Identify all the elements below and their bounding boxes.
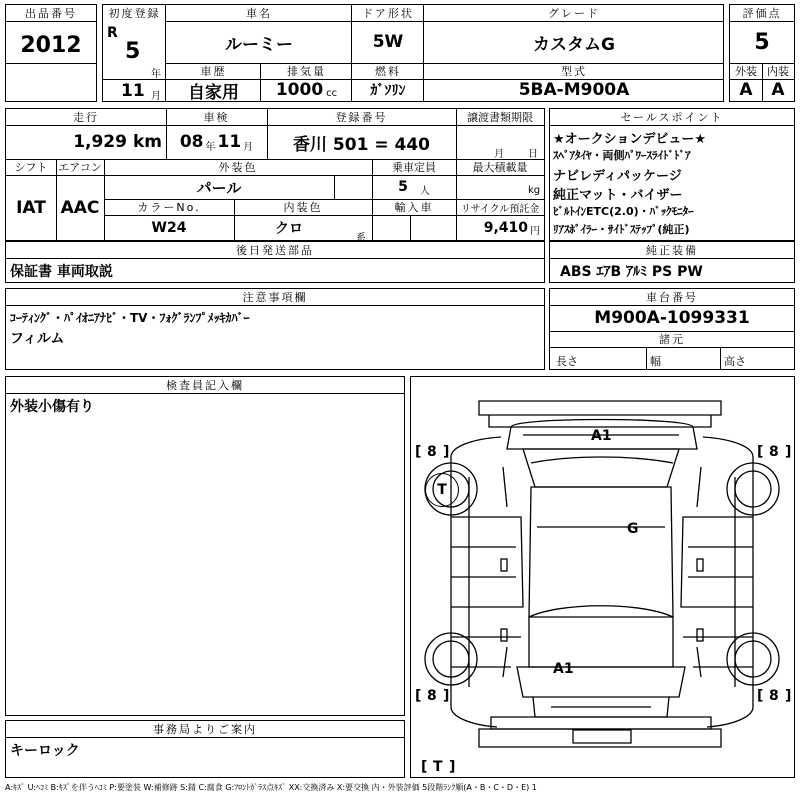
inspection-label: 車検 [203,111,230,124]
era: R [107,25,118,41]
month-unit: 月 [151,91,161,102]
sales-line: ★オークションデビュー★ [553,132,707,147]
capacity-cell [372,175,456,199]
exterior-grade: A [739,80,753,100]
score-label: 評価点 [742,7,782,20]
length-label: 長さ [556,355,578,368]
tire-rr-score: 8 [769,688,779,704]
recycle-unit: 円 [530,226,540,237]
legend: A:ｷｽﾞ U:ﾍｺﾐ B:ｷｽﾞを伴うﾍｺﾐ P:要塗装 W:補修跡 S:錆 C:腐食 G:ﾌﾛﾝﾄｶﾞﾗｽ点ｷｽﾞ XX:交換済み X:要交換 内・外装評価 5段階ﾗﾝｸ順(A・B・C・D・E) 1 [5,783,537,792]
width-label: 幅 [650,355,661,368]
car-name: ルーミー [225,34,293,55]
sales-line: 純正マット・バイザー [553,188,683,203]
fuel: ｶﾞｿﾘﾝ [370,83,406,99]
sales-point-box [549,108,795,241]
chassis-box [549,288,795,370]
mileage: 1,929 [73,132,127,152]
office-label: 事務局よりご案内 [153,723,257,736]
tire-fl-score: 8 [427,444,437,460]
tire-rl-bracket-end: ] [443,688,450,704]
spare-bracket-end: ] [449,759,456,775]
recycle-cell [456,215,544,240]
chassis-label: 車台番号 [646,291,698,304]
sales-line: ｽﾍﾟｱﾀｲﾔ・両側ﾊﾟﾜｰｽﾗｲﾄﾞﾄﾞｱ [553,149,691,162]
grade-label: グレード [548,7,600,20]
info-box-top [102,4,724,102]
equipment-label: 純正装備 [646,244,698,257]
notes-box [5,288,545,370]
recycle-label: リサイクル預託金 [460,203,540,215]
inspector-note: 外装小傷有り [10,399,94,415]
tire-rr-bracket: [ [757,688,764,704]
damage-mark-rear: A1 [553,661,574,677]
capacity-unit: 人 [419,185,430,197]
car-diagram [411,377,794,777]
body-color: パール [196,178,242,197]
displacement-unit: cc [326,87,338,99]
damage-mark-glass: G [627,521,639,537]
dims-label: 諸元 [659,333,685,346]
load-unit: kg [528,185,541,196]
interior-label: 内装 [767,65,789,78]
ac-label: エアコン [58,161,102,174]
transfer-day-unit: 日 [528,149,538,160]
inspection-year: 08 [179,132,204,152]
inspector-box [5,376,405,716]
first-reg-label: 初度登録 [108,7,161,20]
door-label: ドア形状 [362,7,414,20]
spare-tire-mark: T [433,759,443,775]
transfer-label: 譲渡書類期限 [467,111,533,124]
mileage-unit: km [132,132,162,152]
name-label: 車名 [246,7,272,20]
interior-grade: A [771,80,785,100]
score-box [729,4,795,102]
tire-fl-bracket-end: ] [443,444,450,460]
reg-year: 5 [125,39,141,64]
notes-line: ｺｰﾃｨﾝｸﾞ・ﾊﾟｲｵﾆｱﾅﾋﾞ・TV・ﾌｫｸﾞﾗﾝﾌﾟﾒｯｷｶﾊﾞｰ [10,311,250,325]
sales-line: ﾘｱｽﾎﾟｲﾗｰ・ｻｲﾄﾞｽﾃｯﾌﾟ(純正) [553,223,690,236]
chassis-number: M900A-1099331 [594,308,750,328]
notes-label: 注意事項欄 [242,291,308,304]
displacement: 1000 [275,80,324,100]
import-label: 輸入車 [394,201,434,214]
parts-value: 保証書 車両取説 [10,264,113,280]
sales-point-label: セールスポイント [620,111,724,124]
inspection-cell [166,125,267,159]
shift-label: シフト [14,161,48,174]
model-label: 型式 [561,65,587,78]
displacement-cell [261,79,352,101]
tire-fr-score: 8 [769,444,779,460]
tire-rr-bracket-end: ] [785,688,792,704]
grade: カスタムG [533,34,615,55]
score: 5 [754,29,770,55]
tire-rl-score: 8 [427,688,437,704]
reg-label: 登録番号 [335,111,388,124]
inspection-month-unit: 月 [243,141,254,153]
mileage-label: 走行 [73,111,99,124]
fuel-label: 燃料 [375,65,401,78]
interior-color: クロ [275,220,303,237]
lot-number: 2012 [20,32,82,58]
colorno-label: カラーNo. [137,201,201,214]
intcolor-label: 内装色 [283,201,323,214]
inspection-month: 11 [217,132,242,152]
inspection-year-unit: 年 [205,141,216,153]
capacity-label: 乗車定員 [392,161,436,174]
reg-number: 香川 501 = 440 [293,134,430,155]
transfer-month-unit: 月 [494,149,504,160]
tire-fr-bracket: [ [757,444,764,460]
sales-line: ﾋﾞﾙﾄｲﾝETC(2.0)・ﾊﾞｯｸﾓﾆﾀｰ [553,205,694,218]
model: 5BA-M900A [518,80,630,100]
capacity: 5 [398,179,408,195]
history: 自家用 [188,82,239,101]
car-diagram-box [410,376,795,778]
load-label: 最大積載量 [472,161,528,174]
shift: IAT [16,197,46,218]
tire-fr-bracket-end: ] [785,444,792,460]
parts-box [5,241,545,283]
interior-color-unit: 系 [356,233,366,244]
color-label: 外装色 [218,161,258,174]
reg-month: 11 [121,81,145,101]
spare-bracket: [ [421,759,428,775]
parts-label: 後日発送部品 [236,244,314,257]
mileage-cell [6,125,166,159]
damage-mark-front: A1 [591,428,612,444]
office-note: キーロック [10,743,80,759]
notes-line: フィルム [10,331,65,347]
ac: AAC [60,197,100,218]
equipment-value: ABS ｴｱB ｱﾙﾐ PS PW [560,264,703,280]
color-number: W24 [151,219,187,236]
history-label: 車歴 [200,65,227,78]
office-box [5,720,405,778]
tire-fl-bracket: [ [415,444,422,460]
recycle-fee: 9,410 [483,219,528,236]
height-label: 高さ [724,355,746,368]
lot-box [5,4,97,102]
inspector-label: 検査員記入欄 [166,379,244,392]
exterior-label: 外装 [735,65,757,78]
tire-rl-bracket: [ [415,688,422,704]
door-type: 5W [372,32,404,52]
info-box-middle [5,108,545,244]
sales-line: ナビレディパッケージ [553,169,682,184]
spare-tire-icon: T [425,473,459,507]
equipment-box [549,241,795,283]
lot-label: 出品番号 [25,7,77,20]
displacement-label: 排気量 [287,65,326,78]
year-unit: 年 [151,69,161,80]
